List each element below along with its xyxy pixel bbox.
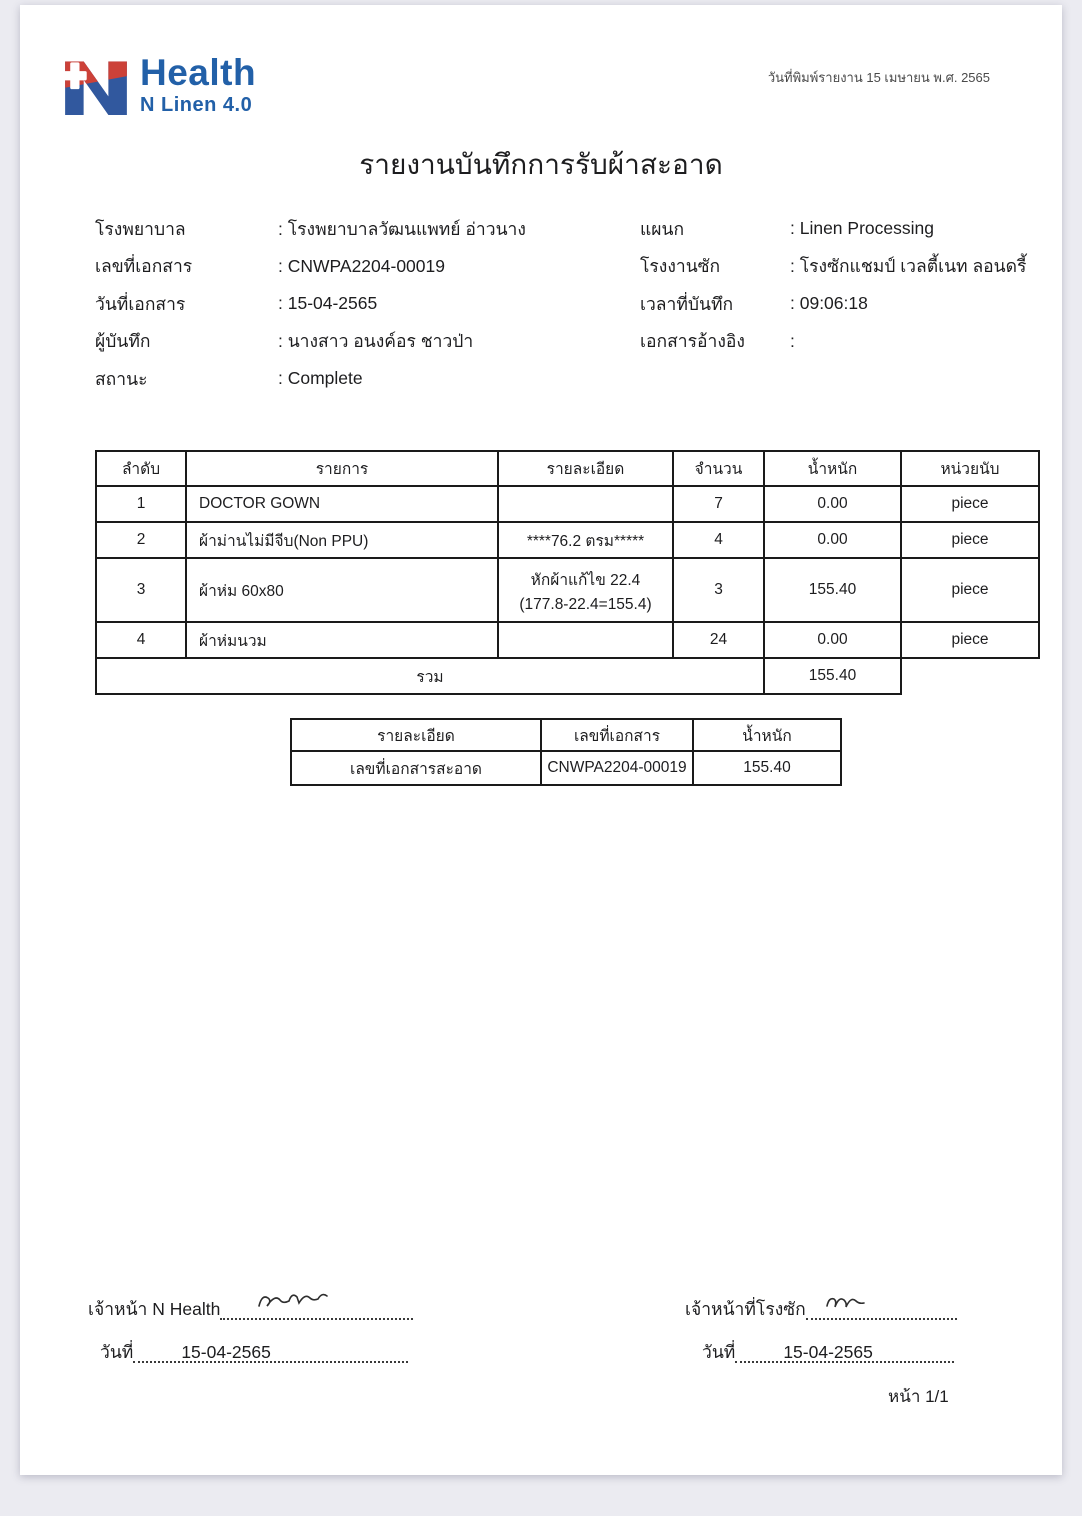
- signature-left-label: เจ้าหน้า N Health: [88, 1299, 221, 1319]
- print-date: วันที่พิมพ์รายงาน 15 เมษายน พ.ศ. 2565: [767, 70, 990, 85]
- col-header-item: รายการ: [186, 451, 498, 486]
- signature-right-dots: [806, 1298, 957, 1320]
- col-header-unit: หน่วยนับ: [901, 451, 1039, 486]
- summary-col-doc-no: เลขที่เอกสาร: [541, 719, 693, 751]
- signature-left-dots: [220, 1298, 413, 1320]
- signature-right-line: [685, 1298, 957, 1320]
- total-label: รวม: [96, 658, 764, 694]
- total-row: [96, 658, 1039, 694]
- info-label-time: เวลาที่บันทึก: [640, 293, 734, 314]
- date-right-line: [702, 1341, 954, 1363]
- logo: [62, 51, 256, 117]
- info-value-doc-no: : CNWPA2204-00019: [278, 255, 445, 276]
- cell-no: 4: [96, 622, 186, 658]
- summary-detail: เลขที่เอกสารสะอาด: [291, 751, 541, 785]
- total-weight: 155.40: [764, 658, 901, 694]
- cell-unit: piece: [901, 486, 1039, 522]
- col-header-detail: รายละเอียด: [498, 451, 673, 486]
- cell-weight: 155.40: [764, 558, 901, 622]
- info-label-laundry: โรงงานซัก: [640, 256, 721, 277]
- info-label-department: แผนก: [640, 218, 685, 239]
- signature-right-label: เจ้าหน้าที่โรงซัก: [685, 1299, 806, 1319]
- table-row: [96, 558, 1039, 622]
- info-value-ref-doc: :: [790, 330, 795, 351]
- cell-qty: 7: [673, 486, 764, 522]
- info-left-column: [95, 210, 640, 398]
- brand-subtitle: N Linen 4.0: [140, 94, 253, 116]
- signature-left-line: [88, 1298, 413, 1320]
- handwritten-signature-icon: [824, 1290, 870, 1314]
- info-label-doc-date: วันที่เอกสาร: [95, 293, 186, 314]
- summary-header-row: [291, 719, 841, 751]
- document-info: [95, 210, 1027, 398]
- cell-item: ผ้าม่านไม่มีจีบ(Non PPU): [186, 522, 498, 558]
- cell-weight: 0.00: [764, 522, 901, 558]
- info-label-doc-no: เลขที่เอกสาร: [95, 256, 193, 277]
- summary-data-row: [291, 751, 841, 785]
- date-left-label: วันที่: [100, 1342, 134, 1362]
- cell-item: ผ้าห่ม 60x80: [186, 558, 498, 622]
- cell-item: ผ้าห่มนวม: [186, 622, 498, 658]
- brand-title: Health: [140, 52, 257, 93]
- summary-col-weight: น้ำหนัก: [693, 719, 841, 751]
- cell-detail: [498, 486, 673, 522]
- items-table: [95, 450, 1040, 695]
- cell-unit: piece: [901, 522, 1039, 558]
- cell-item: DOCTOR GOWN: [186, 486, 498, 522]
- summary-weight: 155.40: [693, 751, 841, 785]
- cell-no: 2: [96, 522, 186, 558]
- info-label-hospital: โรงพยาบาล: [95, 218, 186, 239]
- cell-detail: ****76.2 ตรม*****: [498, 522, 673, 558]
- col-header-qty: จำนวน: [673, 451, 764, 486]
- info-label-ref-doc: เอกสารอ้างอิง: [640, 331, 745, 352]
- cell-unit: piece: [901, 558, 1039, 622]
- cell-qty: 24: [673, 622, 764, 658]
- cell-detail-line1: หักผ้าแก้ไข 22.4: [530, 571, 641, 589]
- summary-table: [290, 718, 842, 786]
- summary-doc-no: CNWPA2204-00019: [541, 751, 693, 785]
- info-value-doc-date: : 15-04-2565: [278, 293, 378, 314]
- date-right-value: 15-04-2565: [783, 1342, 873, 1362]
- date-left-value: 15-04-2565: [181, 1342, 271, 1362]
- cell-detail-line2: (177.8-22.4=155.4): [519, 595, 652, 613]
- table-row: [96, 522, 1039, 558]
- info-value-department: : Linen Processing: [790, 218, 934, 239]
- cell-weight: 0.00: [764, 622, 901, 658]
- date-right-label: วันที่: [702, 1342, 736, 1362]
- summary-col-detail: รายละเอียด: [291, 719, 541, 751]
- info-value-laundry: : โรงซักแชมป์ เวลตี้เนท ลอนดรี้: [790, 256, 1027, 277]
- handwritten-signature-icon: [255, 1288, 335, 1314]
- info-value-hospital: : โรงพยาบาลวัฒนแพทย์ อ่าวนาง: [278, 218, 526, 239]
- date-left-line: [100, 1341, 408, 1363]
- date-right-dots: [735, 1341, 954, 1363]
- n-health-logo-icon: [62, 51, 130, 117]
- info-value-status: : Complete: [278, 368, 363, 389]
- cell-weight: 0.00: [764, 486, 901, 522]
- info-label-recorder: ผู้บันทึก: [95, 331, 151, 352]
- col-header-no: ลำดับ: [96, 451, 186, 486]
- info-value-time: : 09:06:18: [790, 293, 868, 314]
- total-row-empty-cell: [901, 658, 1039, 694]
- table-row: [96, 622, 1039, 658]
- cell-qty: 4: [673, 522, 764, 558]
- cell-no: 3: [96, 558, 186, 622]
- cell-unit: piece: [901, 622, 1039, 658]
- report-title: รายงานบันทึกการรับผ้าสะอาด: [359, 149, 723, 180]
- document-sheet: [20, 5, 1062, 1475]
- date-left-dots: [133, 1341, 408, 1363]
- table-row: [96, 486, 1039, 522]
- info-right-column: [640, 210, 1027, 398]
- cell-no: 1: [96, 486, 186, 522]
- info-value-recorder: : นางสาว อนงค์อร ชาวป่า: [278, 331, 474, 352]
- cell-qty: 3: [673, 558, 764, 622]
- cell-detail: [498, 558, 673, 622]
- items-table-header-row: [96, 451, 1039, 486]
- cell-detail: [498, 622, 673, 658]
- info-label-status: สถานะ: [95, 368, 148, 389]
- col-header-weight: น้ำหนัก: [764, 451, 901, 486]
- page-number: หน้า 1/1: [888, 1387, 949, 1406]
